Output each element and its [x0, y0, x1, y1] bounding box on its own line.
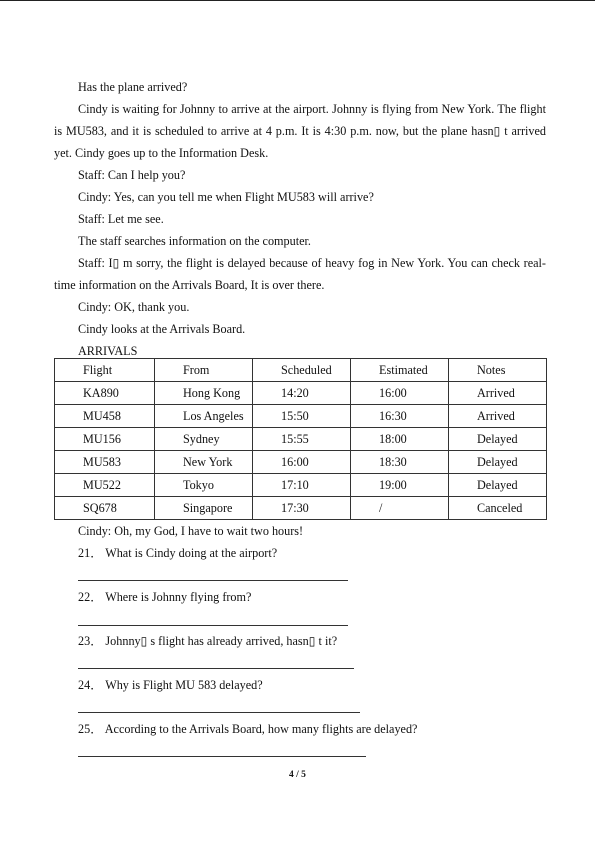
table-cell: Los Angeles — [155, 405, 253, 428]
dialogue-line: Cindy: Oh, my God, I have to wait two hours! — [78, 524, 304, 538]
table-row — [55, 428, 547, 451]
answer-line-25[interactable] — [78, 756, 366, 757]
table-cell: MU522 — [55, 474, 155, 497]
question-21: 21． What is Cindy doing at the airport? — [78, 546, 278, 560]
table-cell: 18:00 — [351, 428, 449, 451]
table-cell: Arrived — [449, 382, 547, 405]
table-cell: 16:00 — [253, 451, 351, 474]
board-label: ARRIVALS — [78, 344, 138, 358]
table-header-cell: Scheduled — [253, 359, 351, 382]
table-cell: Delayed — [449, 474, 547, 497]
table-cell: Delayed — [449, 428, 547, 451]
arrivals-table — [54, 358, 547, 520]
table-row — [55, 451, 547, 474]
answer-line-22[interactable] — [78, 625, 348, 626]
table-cell: 19:00 — [351, 474, 449, 497]
table-cell: Singapore — [155, 497, 253, 520]
table-cell: New York — [155, 451, 253, 474]
table-cell: 17:30 — [253, 497, 351, 520]
table-header-row — [55, 359, 547, 382]
table-cell: 14:20 — [253, 382, 351, 405]
answer-line-24[interactable] — [78, 712, 360, 713]
table-cell: / — [351, 497, 449, 520]
table-header-cell: Notes — [449, 359, 547, 382]
table-row — [55, 497, 547, 520]
table-cell: 17:10 — [253, 474, 351, 497]
table-cell: Arrived — [449, 405, 547, 428]
table-cell: Delayed — [449, 451, 547, 474]
table-cell: Tokyo — [155, 474, 253, 497]
table-cell: 15:50 — [253, 405, 351, 428]
question-25: 25． According to the Arrivals Board, how many flights are delayed? — [78, 722, 418, 736]
table-header-cell: From — [155, 359, 253, 382]
table-cell: Canceled — [449, 497, 547, 520]
dialogue-line: Staff: Let me see. — [78, 212, 164, 226]
answer-line-21[interactable] — [78, 580, 348, 581]
dialogue-line: Cindy: OK, thank you. — [78, 300, 190, 314]
table-cell: MU583 — [55, 451, 155, 474]
table-row — [55, 474, 547, 497]
question-24: 24． Why is Flight MU 583 delayed? — [78, 678, 263, 692]
table-cell: MU458 — [55, 405, 155, 428]
dialogue-line: Cindy: Yes, can you tell me when Flight MU583 will arrive? — [78, 190, 374, 204]
table-row — [55, 405, 547, 428]
narration-line: The staff searches information on the computer. — [78, 234, 311, 248]
table-row — [55, 382, 547, 405]
table-cell: 15:55 — [253, 428, 351, 451]
passage-paragraph-1: Cindy is waiting for Johnny to arrive at the airport. Johnny is flying from New York. The flight is MU583, and it is scheduled to arrive at 4 p.m. It is 4:30 p.m. now, but the plane hasn▯ t arrived yet. Cindy goes up to the Information Desk. — [54, 102, 546, 160]
passage-title: Has the plane arrived? — [78, 80, 188, 94]
narration-line: Cindy looks at the Arrivals Board. — [78, 322, 246, 336]
table-cell: Sydney — [155, 428, 253, 451]
passage-paragraph-2: Staff: I▯ m sorry, the flight is delayed because of heavy fog in New York. You can check real-time information on the Arrivals Board, It is over there. — [54, 256, 546, 292]
table-cell: 18:30 — [351, 451, 449, 474]
page-number: 4 / 5 — [289, 770, 306, 780]
table-cell: 16:30 — [351, 405, 449, 428]
answer-line-23[interactable] — [78, 668, 354, 669]
table-cell: MU156 — [55, 428, 155, 451]
table-cell: Hong Kong — [155, 382, 253, 405]
table-cell: SQ678 — [55, 497, 155, 520]
question-23: 23． Johnny▯ s flight has already arrived, hasn▯ t it? — [78, 634, 338, 648]
table-header-cell: Flight — [55, 359, 155, 382]
question-22: 22． Where is Johnny flying from? — [78, 590, 252, 604]
table-cell: KA890 — [55, 382, 155, 405]
table-header-cell: Estimated — [351, 359, 449, 382]
top-border — [0, 0, 595, 1]
dialogue-line: Staff: Can I help you? — [78, 168, 186, 182]
table-cell: 16:00 — [351, 382, 449, 405]
